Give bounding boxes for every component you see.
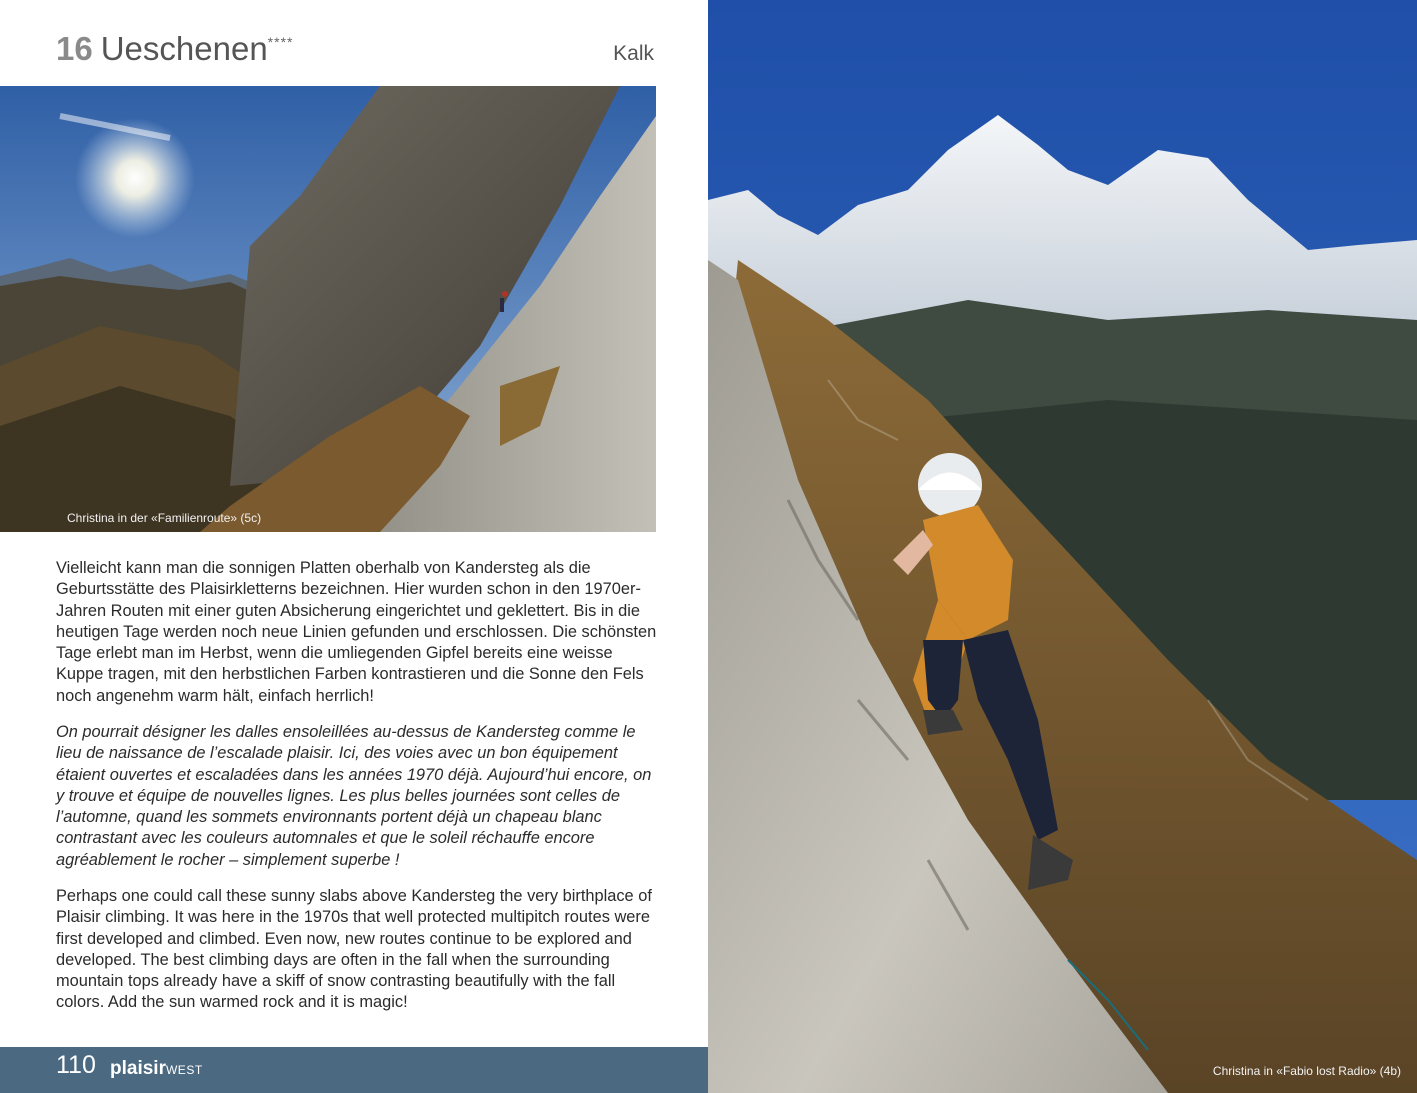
brand-name: plaisir bbox=[110, 1058, 166, 1079]
photo-climber-closeup bbox=[708, 0, 1417, 1093]
left-page bbox=[0, 0, 708, 1093]
rock-type-label: Kalk bbox=[613, 42, 654, 65]
page-footer bbox=[0, 1047, 708, 1093]
route-rating-stars: **** bbox=[267, 34, 294, 50]
brand-logo bbox=[110, 1058, 203, 1080]
route-number: 16 bbox=[56, 30, 93, 67]
paragraph-english: Perhaps one could call these sunny slabs above Kandersteg the very birthplace of Plaisir climbing. It was here in the 1970s that well protected multipitch routes were first developed and climbed. Even now, new routes continue to be explored and developed. The best climbing days are often in the fall when the surrounding mountain tops already have a skiff of snow contrasting beautifully with the fall colors. Add the sun warmed rock and it is magic! bbox=[56, 887, 652, 1012]
brand-region: WEST bbox=[165, 1063, 203, 1077]
route-header bbox=[56, 30, 656, 74]
page-number: 110 bbox=[56, 1051, 96, 1079]
paragraph-french: On pourrait désigner les dalles ensoleillées au-dessus de Kandersteg comme le lieu de naissance de l’escalade plaisir. Ici, des voies avec un bon équipement étaient ouvertes et escaladées dans les années 1970 déjà. Aujourd’hui encore, on y trouve et équipe de nouvelles lignes. Les plus belles journées sont celles de l’automne, quand les sommets environnants portent déjà un chapeau blanc contrastant avec les couleurs automnales et que le soleil réchauffe encore agréablement le rocher – simplement superbe ! bbox=[56, 723, 652, 869]
paragraph-german: Vielleicht kann man die sonnigen Platten oberhalb von Kandersteg als die Geburtsstätte des Plaisirkletterns bezeichnen. Hier wurden schon in den 1970er-Jahren Routen mit einer guten Absicherung eingerichtet und geklettert. Bis in die heutigen Tage werden noch neue Linien gefunden und erschlossen. Die schönsten Tage erlebt man im Herbst, wenn die umliegenden Gipfel bereits eine weisse Kuppe tragen, mit den herbstlichen Farben kontrastieren und die Sonne den Fels noch angenehm warm hält, einfach herrlich! bbox=[56, 559, 657, 705]
right-photo-caption: Christina in «Fabio lost Radio» (4b) bbox=[1212, 1064, 1401, 1078]
top-photo-caption: Christina in der «Familienroute» (5c) bbox=[67, 511, 262, 525]
route-name: Ueschenen bbox=[100, 30, 268, 67]
photo-climber-valley bbox=[0, 86, 656, 532]
route-title bbox=[56, 30, 293, 68]
